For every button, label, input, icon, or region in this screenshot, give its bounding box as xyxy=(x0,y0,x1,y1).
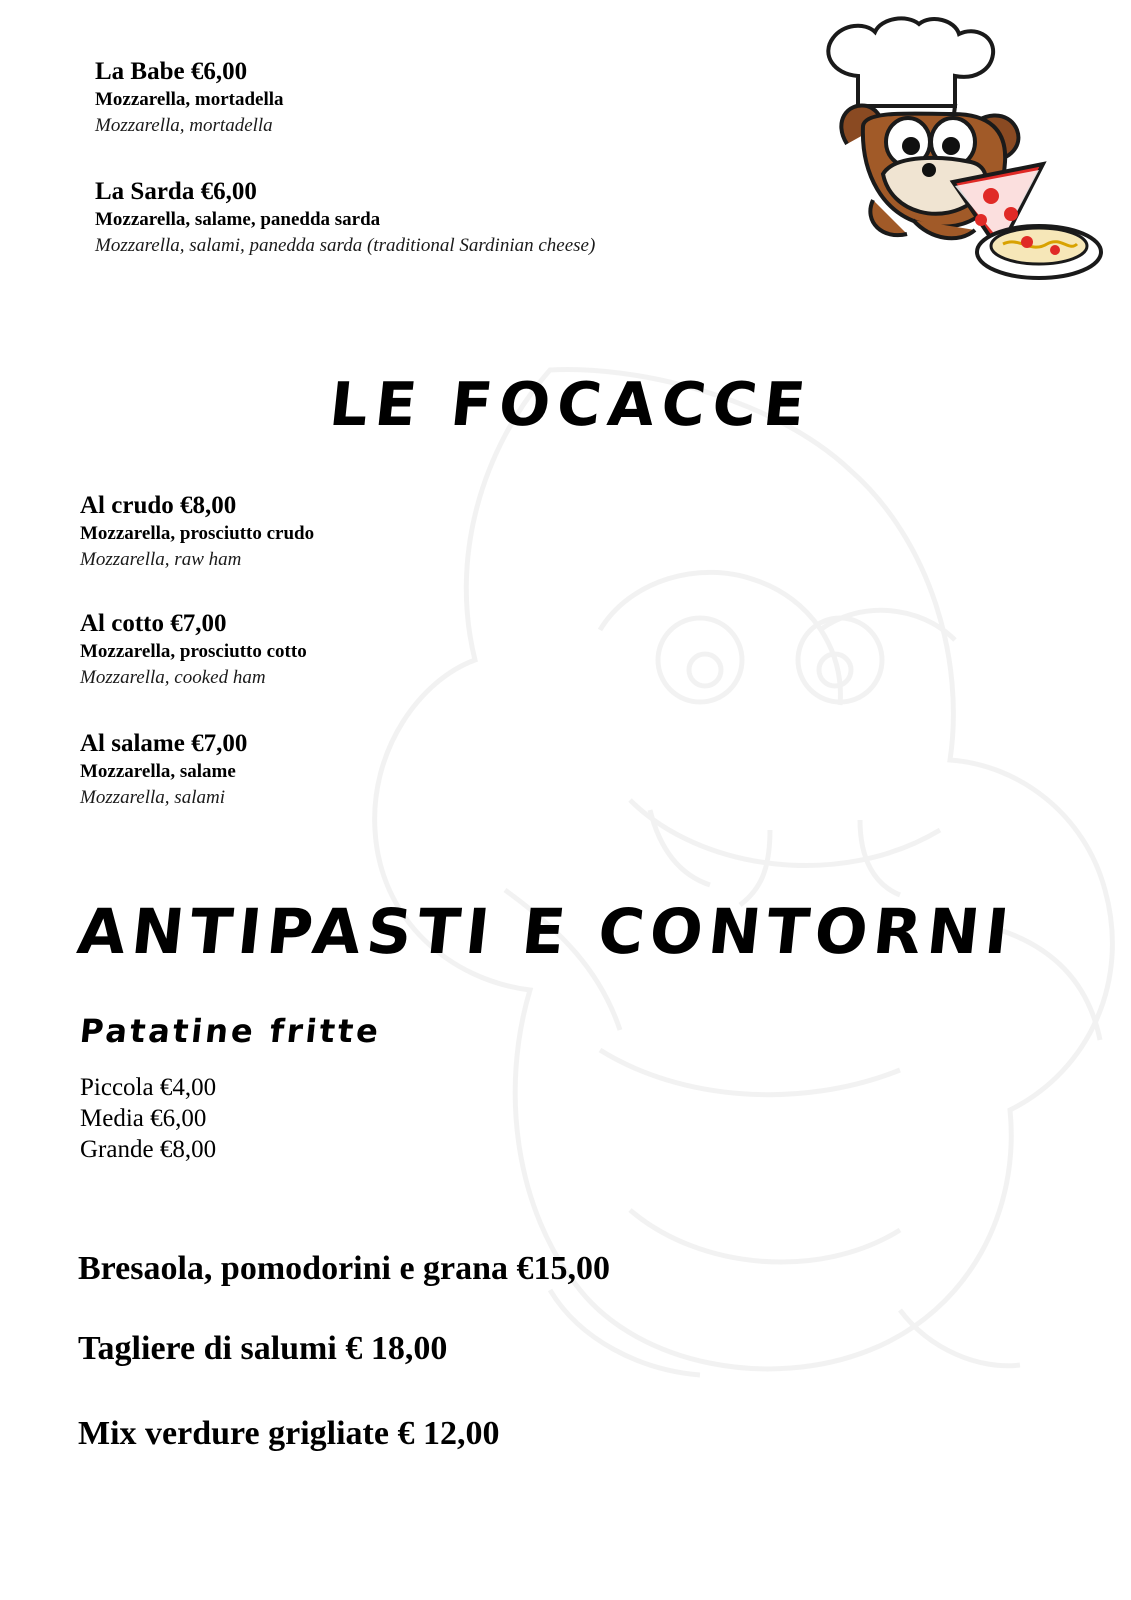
section-heading-focacce: LE FOCACCE xyxy=(326,370,816,440)
menu-item-large: Bresaola, pomodorini e grana €15,00 xyxy=(78,1250,611,1287)
subsection-heading-patatine: Patatine fritte xyxy=(78,1012,383,1050)
list-item: Piccola €4,00 xyxy=(80,1074,217,1101)
item-name: Al cotto €7,00 xyxy=(80,610,227,637)
item-description-it: Mozzarella, salame, panedda sarda xyxy=(95,209,381,230)
list-item: Media €6,00 xyxy=(80,1105,207,1132)
mascot-chef-icon xyxy=(803,14,1103,294)
menu-item xyxy=(80,730,247,810)
list-item: Grande €8,00 xyxy=(80,1136,217,1163)
item-description-en: Mozzarella, salami xyxy=(80,786,225,808)
item-description-en: Mozzarella, mortadella xyxy=(95,114,273,136)
menu-item-large: Tagliere di salumi € 18,00 xyxy=(78,1330,448,1367)
item-description-it: Mozzarella, mortadella xyxy=(95,89,284,110)
menu-item xyxy=(80,492,314,572)
item-description-it: Mozzarella, salame xyxy=(80,761,236,782)
item-description-en: Mozzarella, raw ham xyxy=(80,548,242,570)
menu-item-large: Mix verdure grigliate € 12,00 xyxy=(78,1415,500,1452)
item-description-it: Mozzarella, prosciutto crudo xyxy=(80,523,315,544)
item-description-en: Mozzarella, cooked ham xyxy=(80,666,266,688)
menu-item xyxy=(95,58,284,138)
section-heading-antipasti: ANTIPASTI E CONTORNI xyxy=(74,895,1019,968)
menu-item xyxy=(95,178,595,258)
item-name: Al salame €7,00 xyxy=(80,730,248,757)
menu-item xyxy=(80,610,307,690)
item-name: Al crudo €8,00 xyxy=(80,492,237,519)
item-description-en: Mozzarella, salami, panedda sarda (traditional Sardinian cheese) xyxy=(95,234,596,256)
item-description-it: Mozzarella, prosciutto cotto xyxy=(80,641,307,662)
item-name: La Sarda €6,00 xyxy=(95,178,257,205)
patatine-price-list xyxy=(80,1072,216,1165)
item-name: La Babe €6,00 xyxy=(95,58,248,85)
